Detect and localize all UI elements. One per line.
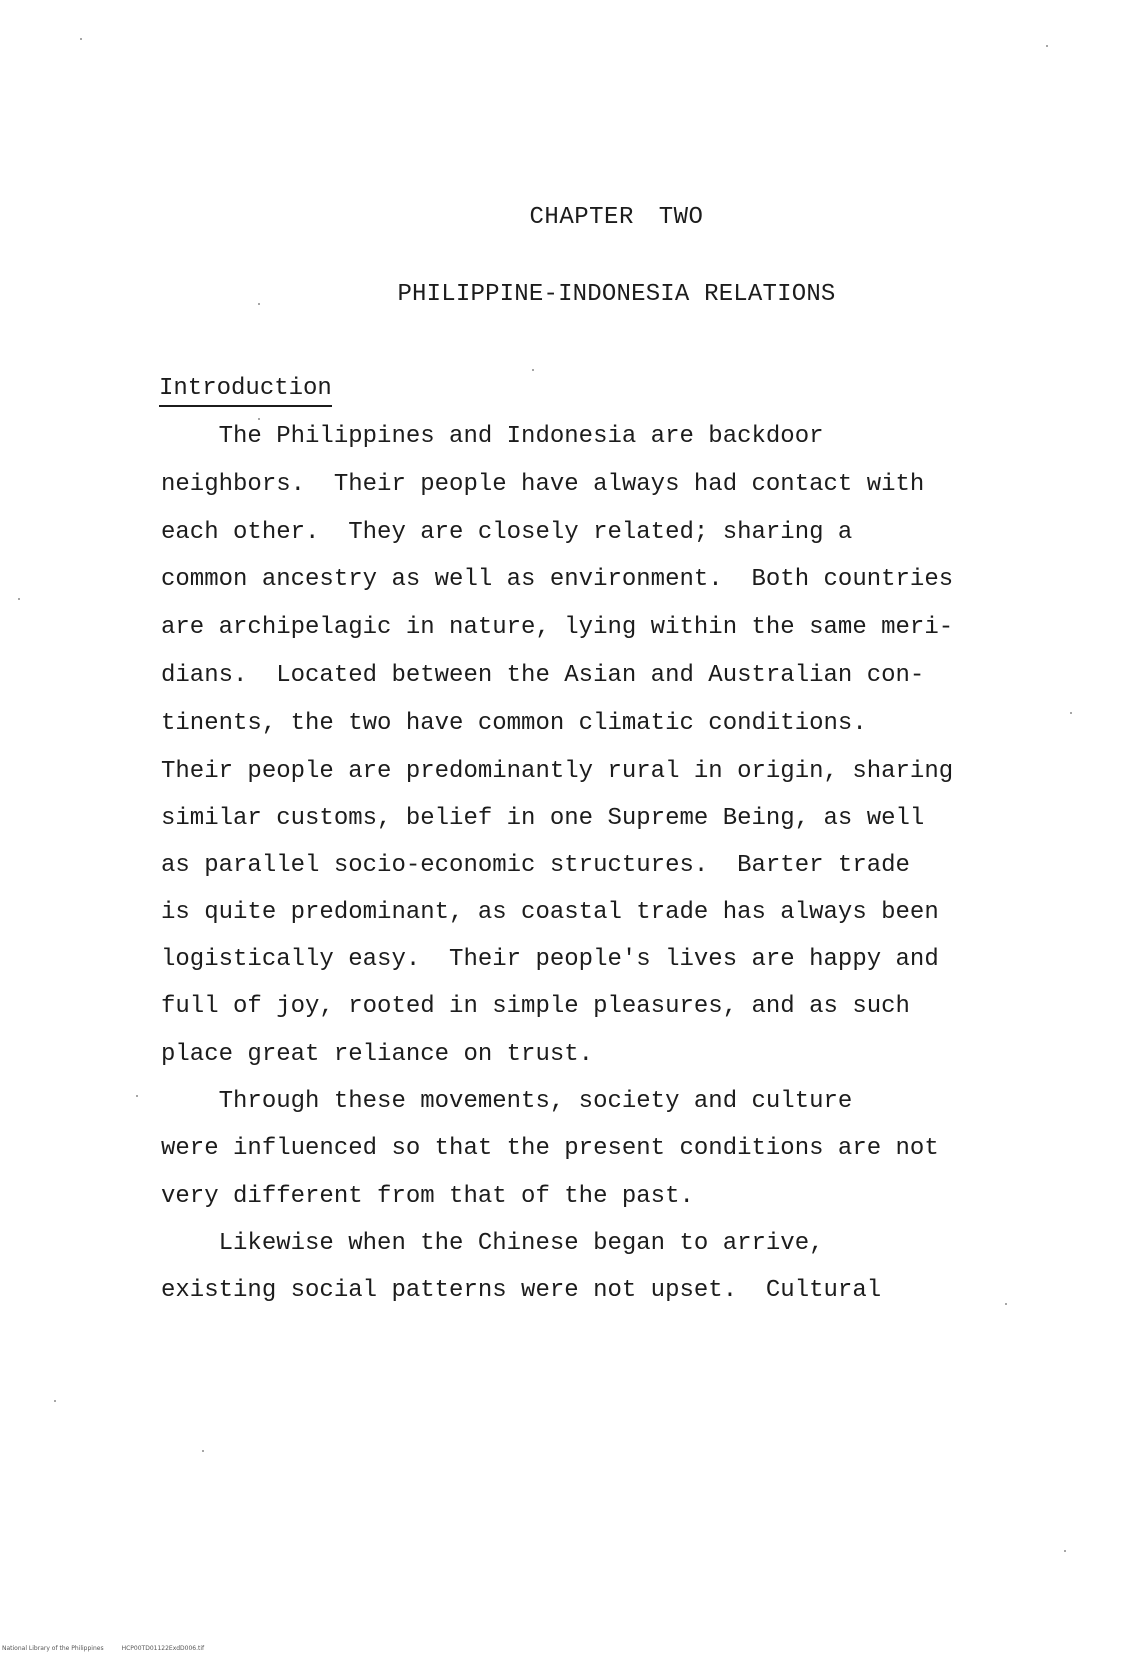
scan-speck	[1005, 1303, 1007, 1305]
scan-speck	[258, 303, 260, 305]
body-line: each other. They are closely related; sharing a	[161, 519, 853, 546]
body-line: very different from that of the past.	[161, 1183, 694, 1210]
body-line: Through these movements, society and culture	[161, 1088, 853, 1115]
footer-library: National Library of the Philippines	[2, 1645, 104, 1652]
scan-speck	[18, 598, 20, 600]
body-line: common ancestry as well as environment. Both countries	[161, 566, 954, 593]
section-heading: Introduction	[159, 375, 332, 407]
scan-speck	[1064, 1550, 1066, 1552]
scan-speck	[532, 369, 534, 371]
scan-footer	[2, 1645, 222, 1652]
body-line: were influenced so that the present conditions are not	[161, 1135, 939, 1162]
body-line: as parallel socio-economic structures. Barter trade	[161, 852, 910, 879]
footer-code: HCP00TD01122ExdD006.tif	[121, 1645, 205, 1652]
scan-speck	[258, 418, 260, 420]
chapter-subtitle: PHILIPPINE-INDONESIA RELATIONS	[397, 281, 836, 308]
body-line: full of joy, rooted in simple pleasures, and as such	[161, 993, 910, 1020]
chapter-title: CHAPTER TWO	[529, 204, 704, 231]
scan-speck	[1046, 45, 1048, 47]
body-line: similar customs, belief in one Supreme Being, as well	[161, 805, 925, 832]
scan-speck	[1070, 712, 1072, 714]
scan-speck	[54, 1400, 56, 1402]
scan-speck	[136, 1095, 138, 1097]
body-line: The Philippines and Indonesia are backdoor	[161, 423, 824, 450]
body-line: logistically easy. Their people's lives are happy and	[161, 946, 939, 973]
body-line: is quite predominant, as coastal trade has always been	[161, 899, 939, 926]
body-line: are archipelagic in nature, lying within the same meri-	[161, 614, 954, 641]
body-line: Likewise when the Chinese began to arrive,	[161, 1230, 824, 1257]
body-line: tinents, the two have common climatic conditions.	[161, 710, 867, 737]
scan-speck	[202, 1450, 204, 1452]
body-line: neighbors. Their people have always had contact with	[161, 471, 925, 498]
body-line: Their people are predominantly rural in origin, sharing	[161, 758, 954, 785]
body-line: dians. Located between the Asian and Australian con-	[161, 662, 925, 689]
body-line: existing social patterns were not upset. Cultural	[161, 1277, 882, 1304]
scan-speck	[80, 38, 82, 40]
body-line: place great reliance on trust.	[161, 1041, 594, 1068]
